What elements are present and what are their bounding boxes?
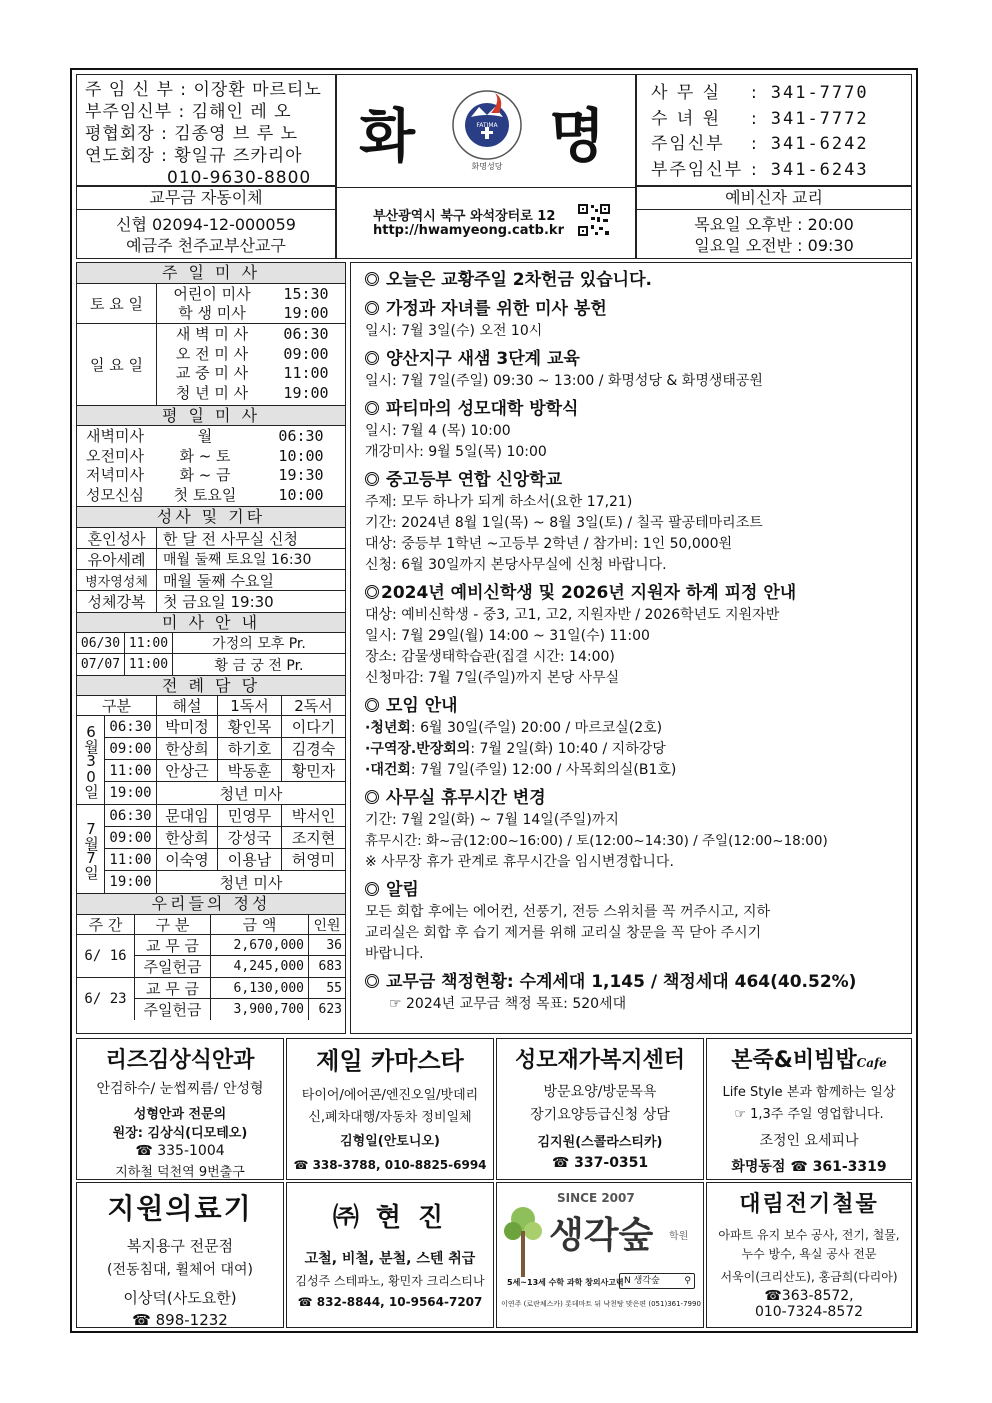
sacrament-row: 유아세례 매월 둘째 토요일 16:30 <box>77 549 345 570</box>
notice-line: 바랍니다. <box>365 946 424 962</box>
bullet-icon <box>365 351 379 365</box>
notice-line: ☞ 2024년 교무금 책정 목표: 520세대 <box>389 996 627 1012</box>
liturgy-header-row: 구분 해설 1독서 2독서 <box>77 696 345 716</box>
liturgy-group: 6월30일 06:30 박미정 황인목 이다기 09:00 한상희 하기호 김경숙 11:00 안상근 박동훈 황민자 19:00 청년 미사 <box>77 716 345 805</box>
notice-title: 파티마의 성모대학 방학식 <box>365 398 897 421</box>
bullet-icon <box>365 272 379 286</box>
church-address: 부산광역시 북구 와석장터로 12 <box>373 209 556 224</box>
weekday-row: 새벽미사 월 06:30 <box>86 427 324 445</box>
ad-eye-clinic: 리즈김상식안과 안검하수/ 눈썹찌름/ 안성형 성형안과 전문의 원장: 김상식(디모테오) ☎ 335-1004 지하철 덕천역 9번출구 <box>76 1038 284 1180</box>
ad-car-service: 제일 카마스타 타이어/에어콘/엔진오일/밧데리 신,폐차대행/자동차 정비일체 김형일(안토니오) ☎ 338-3788, 010-8825-6994 <box>286 1038 494 1180</box>
liturgy-date: 7월7일 <box>77 805 105 893</box>
notice-title: 중고등부 연합 신앙학교 <box>365 469 897 492</box>
phone-row: 사 무 실 : 341-7770 <box>651 83 869 103</box>
notices-column <box>350 262 912 1034</box>
bullet-icon <box>365 790 379 804</box>
staff-row: 평협회장 : 김종영 브 루 노 <box>85 124 298 144</box>
weekday-row: 저녁미사 화 ~ 금 19:30 <box>86 466 324 484</box>
church-logo-icon <box>449 83 525 175</box>
offerings-title: 우리들의 정성 <box>77 894 345 915</box>
schedule-column <box>76 262 346 1034</box>
offerings-week: 6/ 16 교 무 금 2,670,000 36 주일헌금 4,245,000 683 <box>77 935 345 978</box>
ad-hyunjin: ㈜ 현 진 고철, 비철, 분철, 스텐 취급 김성주 스테파노, 황민자 크리스티나 ☎ 832-8844, 10-9564-7207 <box>286 1182 494 1328</box>
notice-line: ※ 사무장 휴가 관계로 휴무시간을 임시변경합니다. <box>365 854 674 870</box>
logo-word: FATIMA <box>476 122 498 129</box>
mass-info-row: 06/30 11:00 가정의 모후 Pr. <box>77 633 345 654</box>
notice-line: 개강미사: 9월 5일(목) 10:00 <box>365 444 547 460</box>
ad-welfare-center: 성모재가복지센터 방문요양/방문목욕 장기요양등급신청 상담 김지원(스콜라스티카) ☎ 337-0351 <box>496 1038 704 1180</box>
staff-phone: 010-9630-8800 <box>167 168 312 188</box>
bullet-icon <box>365 472 379 486</box>
notice-line: 교리실은 회합 후 습기 제거를 위해 교리실 창문을 꼭 닫아 주시기 <box>365 925 762 941</box>
notice-title: 가정과 자녀를 위한 미사 봉헌 <box>365 298 897 321</box>
sacrament-row: 성체강복 첫 금요일 19:30 <box>77 591 345 612</box>
meeting-line: ·대건회: 7월 7일(주일) 12:00 / 사목회의실(B1호) <box>365 762 677 778</box>
notice-line: 장소: 감물생태학습관(집결 시간: 14:00) <box>365 649 615 665</box>
notice-title: 2024년 예비신학생 및 2026년 지원자 하계 피정 안내 <box>365 582 897 605</box>
staff-row: 부주임신부 : 김해인 레 오 <box>85 102 292 122</box>
notice-line: 모든 회합 후에는 에어컨, 선풍기, 전등 스위치를 꼭 꺼주시고, 지하 <box>365 904 771 920</box>
title-right: 명 <box>549 102 606 170</box>
transfer-holder: 예금주 천주교부산교구 <box>126 236 286 255</box>
sacrament-row: 혼인성사 한 달 전 사무실 신청 <box>77 528 345 549</box>
catechism-box <box>636 186 912 259</box>
ad-academy: SINCE 2007 생각숲 학원 5세~13세 수학 과학 창의사고력 N 생각숲 ⚲ 이연주 (로란체스카) 롯데마트 뒤 낙천탕 맞은편 (051)361-7990 <box>496 1182 704 1328</box>
catechism-morning: 일요일 오전반 : 09:30 <box>694 236 854 255</box>
meeting-line: ·청년회: 6월 30일(주일) 20:00 / 마르코실(2호) <box>365 720 663 736</box>
notice-title: 사무실 휴무시간 변경 <box>365 787 897 810</box>
meeting-line: ·구역장.반장회의: 7월 2일(화) 10:40 / 지하강당 <box>365 741 666 757</box>
notice-title: 알림 <box>365 879 897 902</box>
mass-info-row: 07/07 11:00 황 금 궁 전 Pr. <box>77 654 345 675</box>
catechism-title: 예비신자 교리 <box>637 187 911 210</box>
notice-title: 모임 안내 <box>365 695 897 718</box>
sacraments-title: 성사 및 기타 <box>77 507 345 528</box>
notice-line: 일시: 7월 29일(월) 14:00 ~ 31일(수) 11:00 <box>365 628 650 644</box>
day-label: 토 요 일 <box>77 284 157 323</box>
weekday-mass-title: 평 일 미 사 <box>77 405 345 426</box>
staff-box <box>76 74 336 186</box>
notice-line: 대상: 예비신학생 - 중3, 고1, 고2, 지원자반 / 2026학년도 지원자반 <box>365 607 780 623</box>
search-icon: ⚲ <box>684 1276 691 1286</box>
phone-row: 부주임신부 : 341-6243 <box>651 159 869 180</box>
bullet-icon <box>365 698 379 712</box>
transfer-title: 교무금 자동이체 <box>77 187 335 210</box>
notice-line: 신청: 6월 30일까지 본당사무실에 신청 바랍니다. <box>365 557 667 573</box>
notice-line: 기간: 7월 2일(화) ~ 7월 14일(주일)까지 <box>365 812 619 828</box>
weekday-mass-table <box>77 426 345 507</box>
bullet-icon <box>365 401 379 415</box>
catechism-evening: 목요일 오후반 : 20:00 <box>694 215 854 234</box>
bullet-icon <box>365 882 379 896</box>
transfer-account: 신협 02094-12-000059 <box>116 215 296 234</box>
notice-line: 일시: 7월 3일(수) 오전 10시 <box>365 323 543 339</box>
weekday-row: 오전미사 화 ~ 토 10:00 <box>86 446 324 465</box>
church-url[interactable]: http://hwamyeong.catb.kr <box>373 223 564 238</box>
ad-medical-device: 지원의료기 복지용구 전문점 (전동침대, 휠체어 대여) 이상덕(사도요한) ☎ 898-1232 <box>76 1182 284 1328</box>
ad-bonjuk: 본죽&비빔밥Cafe Life Style 본과 함께하는 일상 ☞ 1,3주 주일 영업합니다. 조정인 요세피나 화명동점 ☎ 361-3319 <box>706 1038 912 1180</box>
search-box: N 생각숲 ⚲ <box>619 1273 695 1289</box>
masthead <box>336 74 636 259</box>
bullet-icon <box>365 585 379 599</box>
transfer-box <box>76 186 336 259</box>
qr-code-icon <box>577 203 611 237</box>
weekday-row: 성모신심 첫 토요일 10:00 <box>86 485 324 504</box>
title-left: 화 <box>359 102 416 170</box>
notice-line: 주제: 모두 하나가 되게 하소서(요한 17,21) <box>365 494 633 510</box>
phone-row: 수 녀 원 : 341-7772 <box>651 108 869 129</box>
notice-line: 일시: 7월 4 (목) 10:00 <box>365 423 511 439</box>
notice-title: 양산지구 새샘 3단계 교육 <box>365 348 897 371</box>
bullet-icon <box>365 974 379 988</box>
day-label: 일 요 일 <box>77 324 157 405</box>
liturgy-group: 7월7일 06:30 문대임 민영무 박서인 09:00 한상희 강성국 조지현 11:00 이숙영 이용남 허영미 19:00 청년 미사 <box>77 805 345 894</box>
notice-line: 휴무시간: 화~금(12:00~16:00) / 토(12:00~14:30) / 주일(12:00~18:00) <box>365 833 828 849</box>
ad-hardware-store: 대림전기철물 아파트 유지 보수 공사, 전기, 철물, 누수 방수, 욕실 공사 전문 서욱이(크리산도), 홍금희(다리아) ☎363-8572, 010-7324-8572 <box>706 1182 912 1328</box>
logo-text <box>447 81 448 82</box>
phone-row: 주임신부 : 341-6242 <box>651 134 869 154</box>
notice-line: 신청마감: 7월 7일(주일)까지 본당 사무실 <box>365 670 620 686</box>
staff-row: 연도회장 : 황일규 즈카리아 <box>85 146 303 166</box>
staff-row: 주 임 신 부 : 이장환 마르티노 <box>85 80 322 100</box>
tree-icon <box>503 1201 543 1281</box>
notice-line: 대상: 중등부 1학년 ~고등부 2학년 / 참가비: 1인 50,000원 <box>365 536 733 552</box>
offerings-header-row: 주 간 구 분 금 액 인원 <box>77 915 345 935</box>
liturgy-date: 6월30일 <box>77 716 105 804</box>
offerings-week: 6/ 23 교 무 금 6,130,000 55 주일헌금 3,900,700 623 <box>77 978 345 1020</box>
sunday-row: 일 요 일 새 벽 미 사 06:30 오 전 미 사 09:00 교 중 미 사 11:00 청 년 미 사 19:00 <box>77 324 345 405</box>
notice-line: 일시: 7월 7일(주일) 09:30 ~ 13:00 / 화명성당 & 화명생태공원 <box>365 373 763 389</box>
notice-title: 교무금 책정현황: 수계세대 1,145 / 책정세대 464(40.52%) <box>365 971 897 994</box>
bullet-icon <box>365 301 379 315</box>
mass-info-title: 미 사 안 내 <box>77 612 345 633</box>
sacrament-row: 병자영성체 매월 둘째 수요일 <box>77 570 345 591</box>
sunday-mass-title: 주 일 미 사 <box>77 263 345 284</box>
notice-line: 기간: 2024년 8월 1일(목) ~ 8월 3일(토) / 칠곡 팔공테마리조트 <box>365 515 763 531</box>
notice-title: 오늘은 교황주일 2차헌금 있습니다. <box>365 269 897 292</box>
saturday-row: 토 요 일 어린이 미사 15:30 학 생 미사 19:00 <box>77 284 345 324</box>
phone-box <box>636 74 912 186</box>
liturgy-title: 전 례 담 당 <box>77 675 345 696</box>
logo-bottom: 화명성당 <box>471 162 503 171</box>
